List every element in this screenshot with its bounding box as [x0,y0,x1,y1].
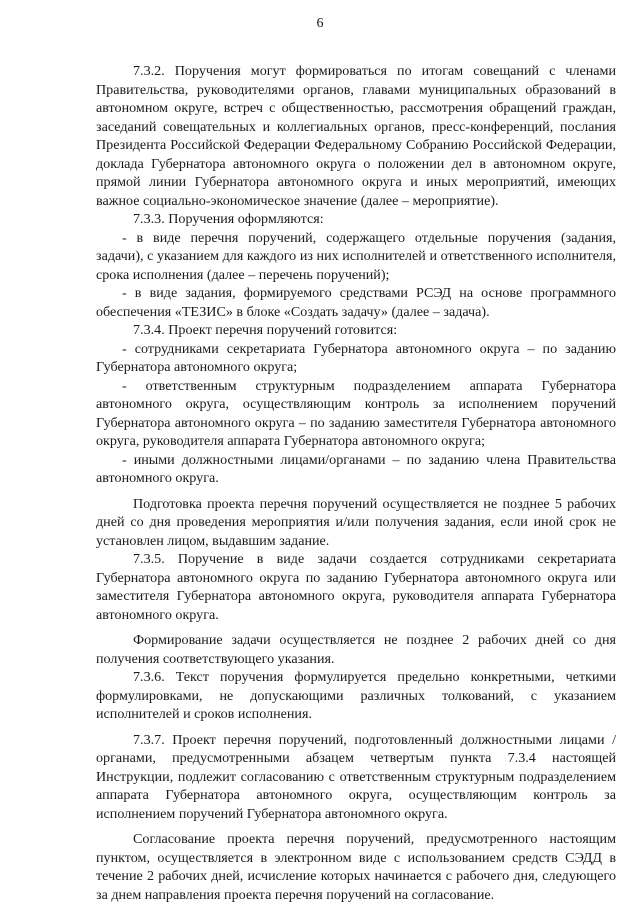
list-item: - ответственным структурным подразделением аппарата Губернатора автономного округа, осуществляющим контроль за исполнением поручений Губернатора автономного округа – по заданию заместителя Губернатора автономного округа, руководителя аппарата Губернатора автономного округа; [96,377,616,449]
list-item: - в виде задания, формируемого средствами РСЭД на основе программного обеспечения «ТЕЗИС» в блоке «Создать задачу» (далее – задача). [96,285,616,320]
paragraph-7-3-3: 7.3.3. Поручения оформляются: [133,211,324,227]
document-body [96,62,616,904]
page-number: 6 [316,16,324,31]
paragraph-7-3-7: 7.3.7. Проект перечня поручений, подготовленный должностными лицами /органами, предусмотренными абзацем четвертым пункта 7.3.4 настоящей Инструкции, подлежит согласованию с ответственным структурным подразделением аппарата Губернатора автономного округа, осуществляющим контроль за исполнением поручений Губернатора автономного округа. [96,731,616,822]
paragraph-7-3-6: 7.3.6. Текст поручения формулируется предельно конкретными, четкими формулировками, не допускающими различных толкований, с указанием исполнителей и сроков исполнения. [96,669,616,722]
list-item: - иными должностными лицами/органами – по заданию члена Правительства автономного округа. [96,451,616,486]
paragraph-7-3-2: 7.3.2. Поручения могут формироваться по итогам совещаний с членами Правительства, руководителями органов, главами муниципальных образований в автономном округе, встреч с общественностью, рассмотрения обращений граждан, заседаний совещательных и коллегиальных органов, пресс-конференций, послания Президента Российской Федерации Федеральному Собранию Российской Федерации, доклада Губернатора автономного округа о положении дел в автономном округе, прямой линии Губернатора автономного округа и иных мероприятий, имеющих важное социально-экономическое значение (далее – мероприятие). [96,63,616,209]
paragraph-task-deadline: Формирование задачи осуществляется не позднее 2 рабочих дней со дня получения соответствующего указания. [96,632,616,667]
paragraph-approval: Согласование проекта перечня поручений, предусмотренного настоящим пунктом, осуществляется в электронном виде с использованием средств СЭДД в течение 2 рабочих дней, исчисление которых начинается с рабочего дня, следующего за днем направления проекта перечня поручений на согласование. [96,831,616,903]
paragraph-deadline: Подготовка проекта перечня поручений осуществляется не позднее 5 рабочих дней со дня проведения мероприятия и/или получения задания, если иной срок не установлен лицом, выдавшим задание. [96,495,616,549]
paragraph-7-3-4: 7.3.4. Проект перечня поручений готовится: [133,322,398,338]
list-item: - сотрудниками секретариата Губернатора автономного округа – по заданию Губернатора автономного округа; [96,340,616,375]
paragraph-7-3-5: 7.3.5. Поручение в виде задачи создается сотрудниками секретариата Губернатора автономного округа по заданию Губернатора автономного округа или заместителя Губернатора автономного округа, руководителя аппарата Губернатора автономного округа. [96,551,616,623]
list-item: - в виде перечня поручений, содержащего отдельные поручения (задания, задачи), с указанием для каждого из них исполнителей и ответственного исполнителя, срока исполнения (далее – перечень поручений); [96,229,616,283]
